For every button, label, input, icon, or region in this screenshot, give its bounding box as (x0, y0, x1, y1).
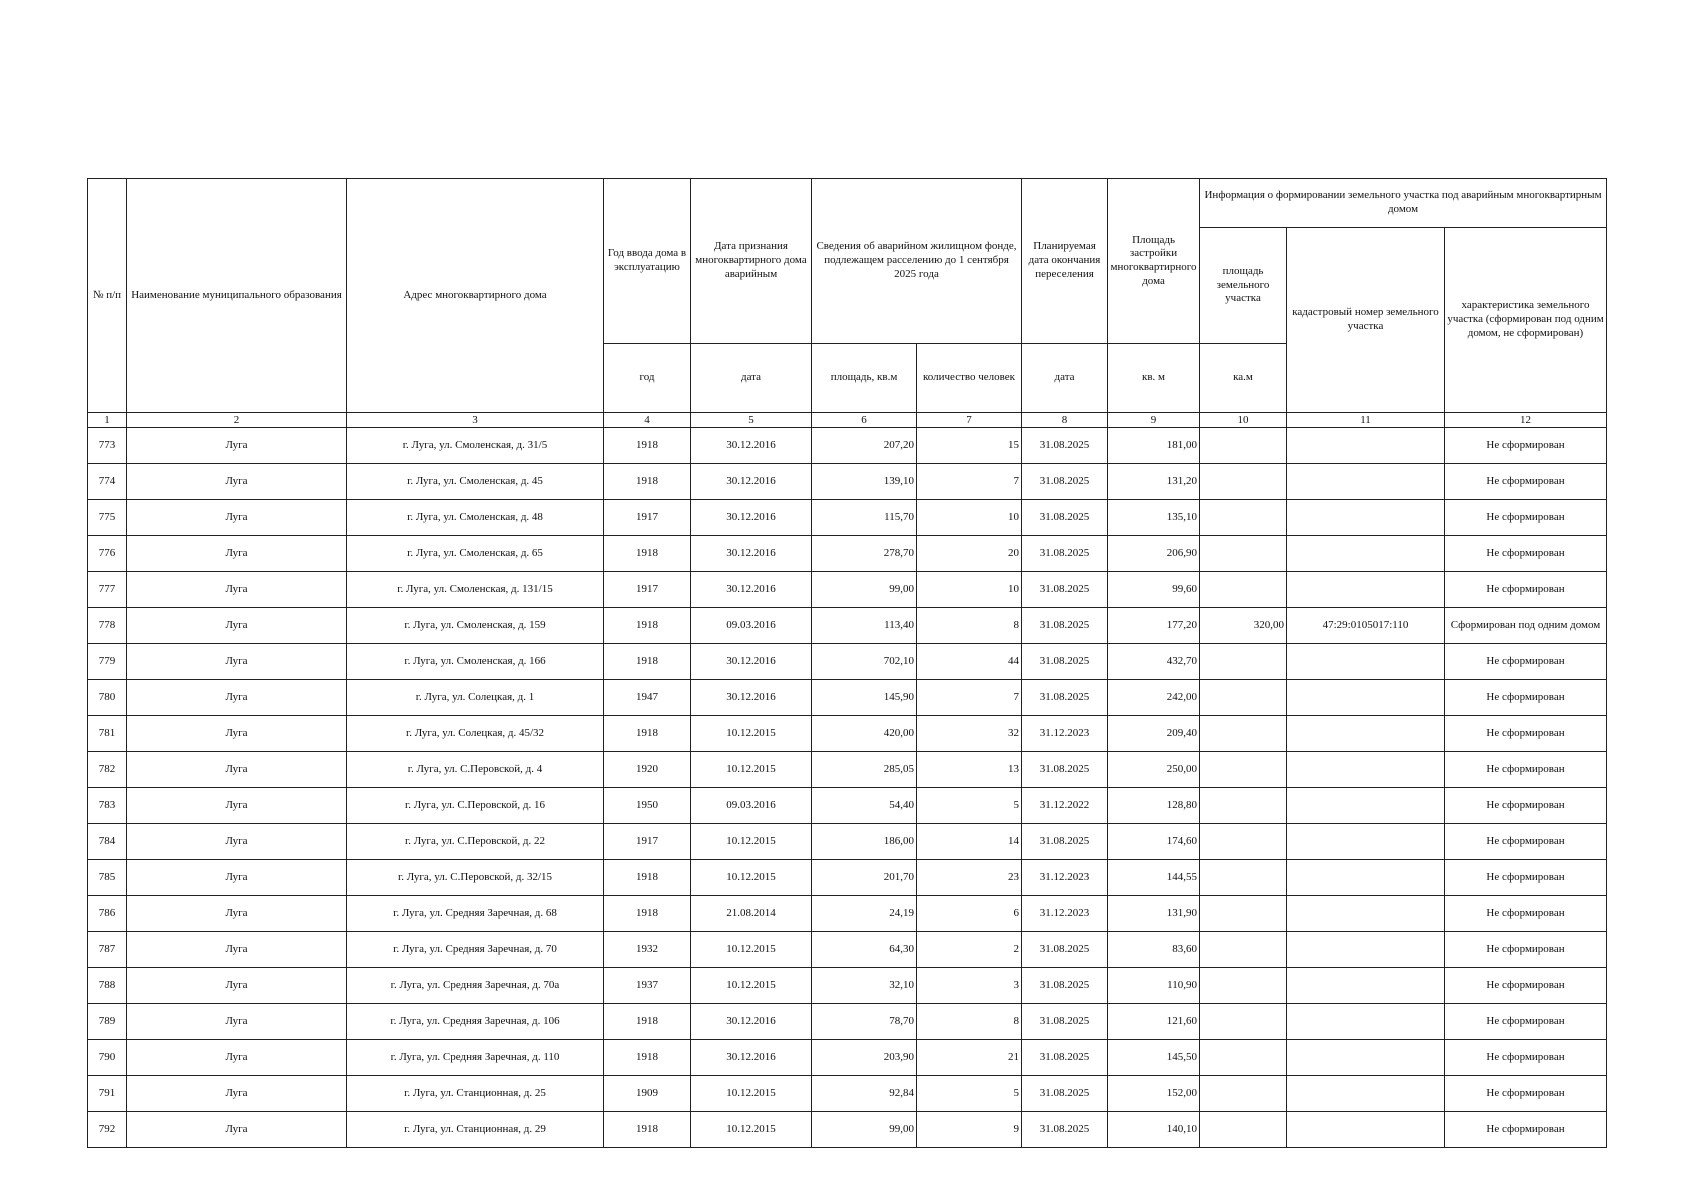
cell-address: г. Луга, ул. С.Перовской, д. 32/15 (347, 860, 604, 896)
column-number: 8 (1022, 413, 1108, 428)
cell-people: 20 (917, 536, 1022, 572)
cell-planned-date: 31.08.2025 (1022, 1040, 1108, 1076)
cell-cadastral-number (1287, 1004, 1445, 1040)
cell-area: 285,05 (812, 752, 917, 788)
cell-cadastral-number (1287, 752, 1445, 788)
cell-municipality: Луга (127, 968, 347, 1004)
cell-number: 790 (88, 1040, 127, 1076)
cell-area: 139,10 (812, 464, 917, 500)
cell-number: 787 (88, 932, 127, 968)
cell-emergency-date: 30.12.2016 (691, 572, 812, 608)
cell-year-built: 1950 (604, 788, 691, 824)
cell-people: 13 (917, 752, 1022, 788)
table-row (88, 824, 1607, 860)
cell-planned-date: 31.08.2025 (1022, 428, 1108, 464)
emergency-housing-table (87, 178, 1607, 1148)
cell-cadastral-number (1287, 788, 1445, 824)
column-number-row (88, 413, 1607, 428)
cell-land-area (1200, 788, 1287, 824)
cell-address: г. Луга, ул. Смоленская, д. 159 (347, 608, 604, 644)
cell-municipality: Луга (127, 500, 347, 536)
cell-planned-date: 31.08.2025 (1022, 680, 1108, 716)
cell-planned-date: 31.08.2025 (1022, 644, 1108, 680)
cell-municipality: Луга (127, 644, 347, 680)
cell-people: 44 (917, 644, 1022, 680)
table-row (88, 752, 1607, 788)
cell-year-built: 1932 (604, 932, 691, 968)
column-number: 5 (691, 413, 812, 428)
cell-municipality: Луга (127, 1076, 347, 1112)
header-municipality: Наименование муниципального образования (127, 179, 347, 413)
cell-number: 776 (88, 536, 127, 572)
cell-land-area (1200, 752, 1287, 788)
cell-municipality: Луга (127, 1112, 347, 1148)
cell-land-area (1200, 896, 1287, 932)
cell-cadastral-number (1287, 896, 1445, 932)
cell-land-area (1200, 968, 1287, 1004)
cell-land-status: Не сформирован (1445, 464, 1607, 500)
cell-emergency-date: 30.12.2016 (691, 500, 812, 536)
cell-building-area: 135,10 (1108, 500, 1200, 536)
cell-building-area: 242,00 (1108, 680, 1200, 716)
column-number: 1 (88, 413, 127, 428)
cell-cadastral-number (1287, 536, 1445, 572)
cell-cadastral-number (1287, 428, 1445, 464)
cell-planned-date: 31.08.2025 (1022, 500, 1108, 536)
cell-building-area: 131,20 (1108, 464, 1200, 500)
cell-area: 186,00 (812, 824, 917, 860)
column-number: 2 (127, 413, 347, 428)
column-number: 3 (347, 413, 604, 428)
cell-land-area (1200, 464, 1287, 500)
cell-year-built: 1918 (604, 428, 691, 464)
cell-number: 777 (88, 572, 127, 608)
table-row (88, 572, 1607, 608)
cell-building-area: 131,90 (1108, 896, 1200, 932)
column-number: 4 (604, 413, 691, 428)
cell-cadastral-number (1287, 1040, 1445, 1076)
cell-cadastral-number (1287, 932, 1445, 968)
cell-area: 115,70 (812, 500, 917, 536)
header-cadastral-number: кадастровый номер земельного участка (1287, 228, 1445, 413)
cell-building-area: 250,00 (1108, 752, 1200, 788)
cell-area: 24,19 (812, 896, 917, 932)
cell-land-status: Не сформирован (1445, 572, 1607, 608)
cell-year-built: 1920 (604, 752, 691, 788)
cell-planned-date: 31.08.2025 (1022, 968, 1108, 1004)
cell-municipality: Луга (127, 608, 347, 644)
cell-cadastral-number (1287, 1112, 1445, 1148)
cell-emergency-date: 09.03.2016 (691, 788, 812, 824)
cell-area: 32,10 (812, 968, 917, 1004)
cell-municipality: Луга (127, 932, 347, 968)
cell-cadastral-number (1287, 644, 1445, 680)
cell-building-area: 110,90 (1108, 968, 1200, 1004)
cell-area: 113,40 (812, 608, 917, 644)
cell-address: г. Луга, ул. Средняя Заречная, д. 68 (347, 896, 604, 932)
cell-address: г. Луга, ул. Смоленская, д. 131/15 (347, 572, 604, 608)
cell-planned-date: 31.08.2025 (1022, 1076, 1108, 1112)
cell-people: 9 (917, 1112, 1022, 1148)
cell-area: 54,40 (812, 788, 917, 824)
cell-municipality: Луга (127, 572, 347, 608)
cell-land-status: Не сформирован (1445, 1040, 1607, 1076)
cell-municipality: Луга (127, 680, 347, 716)
header-building-area: Площадь застройки многоквартирного дома (1108, 179, 1200, 344)
cell-number: 783 (88, 788, 127, 824)
cell-area: 278,70 (812, 536, 917, 572)
cell-year-built: 1937 (604, 968, 691, 1004)
cell-planned-date: 31.08.2025 (1022, 464, 1108, 500)
cell-area: 702,10 (812, 644, 917, 680)
cell-planned-date: 31.08.2025 (1022, 536, 1108, 572)
header-number: № п/п (88, 179, 127, 413)
cell-cadastral-number (1287, 680, 1445, 716)
cell-area: 420,00 (812, 716, 917, 752)
cell-building-area: 121,60 (1108, 1004, 1200, 1040)
cell-municipality: Луга (127, 896, 347, 932)
cell-cadastral-number (1287, 824, 1445, 860)
table-row (88, 428, 1607, 464)
cell-land-status: Не сформирован (1445, 896, 1607, 932)
cell-address: г. Луга, ул. Средняя Заречная, д. 110 (347, 1040, 604, 1076)
cell-year-built: 1918 (604, 860, 691, 896)
table-row (88, 788, 1607, 824)
cell-number: 774 (88, 464, 127, 500)
unit-land-area: ка.м (1200, 344, 1287, 413)
cell-emergency-date: 30.12.2016 (691, 1040, 812, 1076)
table-row (88, 932, 1607, 968)
column-number: 10 (1200, 413, 1287, 428)
cell-land-area (1200, 932, 1287, 968)
cell-area: 78,70 (812, 1004, 917, 1040)
cell-building-area: 140,10 (1108, 1112, 1200, 1148)
table-row (88, 716, 1607, 752)
cell-people: 3 (917, 968, 1022, 1004)
unit-sq-m: кв. м (1108, 344, 1200, 413)
column-number: 9 (1108, 413, 1200, 428)
table-row (88, 536, 1607, 572)
cell-address: г. Луга, ул. С.Перовской, д. 16 (347, 788, 604, 824)
cell-land-area (1200, 644, 1287, 680)
cell-land-area: 320,00 (1200, 608, 1287, 644)
cell-number: 780 (88, 680, 127, 716)
column-number: 6 (812, 413, 917, 428)
cell-land-area (1200, 1112, 1287, 1148)
cell-municipality: Луга (127, 824, 347, 860)
cell-cadastral-number (1287, 464, 1445, 500)
cell-land-status: Не сформирован (1445, 752, 1607, 788)
cell-year-built: 1918 (604, 716, 691, 752)
table-row (88, 1112, 1607, 1148)
cell-planned-date: 31.08.2025 (1022, 572, 1108, 608)
cell-number: 792 (88, 1112, 127, 1148)
cell-address: г. Луга, ул. С.Перовской, д. 22 (347, 824, 604, 860)
cell-year-built: 1918 (604, 896, 691, 932)
cell-number: 782 (88, 752, 127, 788)
header-planned-resettlement-date: Планируемая дата окончания переселения (1022, 179, 1108, 344)
cell-land-status: Не сформирован (1445, 788, 1607, 824)
cell-emergency-date: 30.12.2016 (691, 680, 812, 716)
cell-land-status: Не сформирован (1445, 932, 1607, 968)
column-number: 11 (1287, 413, 1445, 428)
cell-address: г. Луга, ул. Средняя Заречная, д. 70а (347, 968, 604, 1004)
cell-address: г. Луга, ул. Солецкая, д. 1 (347, 680, 604, 716)
cell-number: 784 (88, 824, 127, 860)
cell-emergency-date: 10.12.2015 (691, 1076, 812, 1112)
cell-building-area: 152,00 (1108, 1076, 1200, 1112)
cell-building-area: 99,60 (1108, 572, 1200, 608)
cell-emergency-date: 30.12.2016 (691, 644, 812, 680)
cell-planned-date: 31.08.2025 (1022, 1004, 1108, 1040)
cell-municipality: Луга (127, 536, 347, 572)
cell-emergency-date: 10.12.2015 (691, 1112, 812, 1148)
cell-land-area (1200, 860, 1287, 896)
header-address: Адрес многоквартирного дома (347, 179, 604, 413)
cell-year-built: 1918 (604, 1112, 691, 1148)
cell-people: 5 (917, 788, 1022, 824)
table-header (88, 179, 1607, 428)
cell-address: г. Луга, ул. Смоленская, д. 166 (347, 644, 604, 680)
cell-land-status: Не сформирован (1445, 536, 1607, 572)
cell-building-area: 174,60 (1108, 824, 1200, 860)
cell-municipality: Луга (127, 464, 347, 500)
cell-land-status: Не сформирован (1445, 1112, 1607, 1148)
header-emergency-date: Дата признания многоквартирного дома аварийным (691, 179, 812, 344)
unit-year: год (604, 344, 691, 413)
header-land-plot-status: характеристика земельного участка (сформирован под одним домом, не сформирован) (1445, 228, 1607, 413)
cell-number: 778 (88, 608, 127, 644)
cell-cadastral-number (1287, 572, 1445, 608)
cell-people: 5 (917, 1076, 1022, 1112)
cell-number: 773 (88, 428, 127, 464)
cell-year-built: 1918 (604, 608, 691, 644)
cell-planned-date: 31.12.2023 (1022, 860, 1108, 896)
cell-land-area (1200, 1004, 1287, 1040)
cell-municipality: Луга (127, 428, 347, 464)
cell-address: г. Луга, ул. Средняя Заречная, д. 70 (347, 932, 604, 968)
cell-land-area (1200, 1040, 1287, 1076)
cell-address: г. Луга, ул. Смоленская, д. 48 (347, 500, 604, 536)
cell-area: 207,20 (812, 428, 917, 464)
cell-land-status: Не сформирован (1445, 428, 1607, 464)
cell-land-area (1200, 1076, 1287, 1112)
cell-planned-date: 31.08.2025 (1022, 1112, 1108, 1148)
header-emergency-fund-info: Сведения об аварийном жилищном фонде, подлежащем расселению до 1 сентября 2025 года (812, 179, 1022, 344)
cell-planned-date: 31.12.2022 (1022, 788, 1108, 824)
cell-planned-date: 31.12.2023 (1022, 716, 1108, 752)
cell-address: г. Луга, ул. С.Перовской, д. 4 (347, 752, 604, 788)
cell-building-area: 209,40 (1108, 716, 1200, 752)
cell-area: 64,30 (812, 932, 917, 968)
cell-people: 2 (917, 932, 1022, 968)
cell-emergency-date: 30.12.2016 (691, 1004, 812, 1040)
cell-area: 203,90 (812, 1040, 917, 1076)
cell-cadastral-number (1287, 500, 1445, 536)
cell-cadastral-number (1287, 1076, 1445, 1112)
cell-area: 99,00 (812, 1112, 917, 1148)
cell-land-status: Не сформирован (1445, 968, 1607, 1004)
cell-land-status: Не сформирован (1445, 500, 1607, 536)
cell-municipality: Луга (127, 860, 347, 896)
cell-land-status: Сформирован под одним домом (1445, 608, 1607, 644)
unit-planned-date: дата (1022, 344, 1108, 413)
header-year-built: Год ввода дома в эксплуатацию (604, 179, 691, 344)
cell-emergency-date: 10.12.2015 (691, 716, 812, 752)
cell-emergency-date: 30.12.2016 (691, 536, 812, 572)
cell-land-status: Не сформирован (1445, 824, 1607, 860)
cell-planned-date: 31.08.2025 (1022, 932, 1108, 968)
cell-building-area: 144,55 (1108, 860, 1200, 896)
cell-building-area: 145,50 (1108, 1040, 1200, 1076)
cell-number: 786 (88, 896, 127, 932)
cell-year-built: 1917 (604, 824, 691, 860)
cell-area: 99,00 (812, 572, 917, 608)
cell-planned-date: 31.08.2025 (1022, 608, 1108, 644)
cell-people: 10 (917, 572, 1022, 608)
cell-land-area (1200, 428, 1287, 464)
table-row (88, 644, 1607, 680)
header-land-plot-area: площадь земельного участка (1200, 228, 1287, 344)
cell-year-built: 1918 (604, 644, 691, 680)
cell-emergency-date: 30.12.2016 (691, 464, 812, 500)
document-sheet (87, 178, 1606, 1148)
cell-building-area: 181,00 (1108, 428, 1200, 464)
cell-land-status: Не сформирован (1445, 860, 1607, 896)
cell-people: 32 (917, 716, 1022, 752)
cell-number: 785 (88, 860, 127, 896)
cell-emergency-date: 09.03.2016 (691, 608, 812, 644)
cell-municipality: Луга (127, 1040, 347, 1076)
cell-people: 8 (917, 608, 1022, 644)
cell-people: 7 (917, 680, 1022, 716)
cell-municipality: Луга (127, 716, 347, 752)
cell-emergency-date: 10.12.2015 (691, 752, 812, 788)
cell-address: г. Луга, ул. Смоленская, д. 65 (347, 536, 604, 572)
cell-year-built: 1918 (604, 536, 691, 572)
cell-emergency-date: 30.12.2016 (691, 428, 812, 464)
cell-people: 6 (917, 896, 1022, 932)
cell-number: 781 (88, 716, 127, 752)
cell-people: 10 (917, 500, 1022, 536)
cell-people: 14 (917, 824, 1022, 860)
cell-land-area (1200, 572, 1287, 608)
cell-number: 779 (88, 644, 127, 680)
table-row (88, 500, 1607, 536)
cell-year-built: 1918 (604, 1040, 691, 1076)
cell-emergency-date: 21.08.2014 (691, 896, 812, 932)
cell-planned-date: 31.08.2025 (1022, 824, 1108, 860)
cell-emergency-date: 10.12.2015 (691, 860, 812, 896)
cell-land-status: Не сформирован (1445, 644, 1607, 680)
cell-emergency-date: 10.12.2015 (691, 932, 812, 968)
cell-land-area (1200, 500, 1287, 536)
cell-emergency-date: 10.12.2015 (691, 968, 812, 1004)
cell-planned-date: 31.08.2025 (1022, 752, 1108, 788)
cell-address: г. Луга, ул. Станционная, д. 29 (347, 1112, 604, 1148)
table-row (88, 1004, 1607, 1040)
cell-year-built: 1917 (604, 500, 691, 536)
cell-land-area (1200, 536, 1287, 572)
table-body (88, 428, 1607, 1148)
cell-address: г. Луга, ул. Смоленская, д. 45 (347, 464, 604, 500)
cell-building-area: 432,70 (1108, 644, 1200, 680)
cell-cadastral-number (1287, 968, 1445, 1004)
cell-building-area: 83,60 (1108, 932, 1200, 968)
header-row-1 (88, 179, 1607, 228)
table-row (88, 464, 1607, 500)
cell-address: г. Луга, ул. Солецкая, д. 45/32 (347, 716, 604, 752)
cell-cadastral-number: 47:29:0105017:110 (1287, 608, 1445, 644)
cell-building-area: 206,90 (1108, 536, 1200, 572)
cell-land-status: Не сформирован (1445, 716, 1607, 752)
cell-people: 7 (917, 464, 1022, 500)
table-row (88, 1040, 1607, 1076)
table-row (88, 896, 1607, 932)
cell-number: 791 (88, 1076, 127, 1112)
column-number: 7 (917, 413, 1022, 428)
cell-land-area (1200, 716, 1287, 752)
cell-planned-date: 31.12.2023 (1022, 896, 1108, 932)
cell-area: 92,84 (812, 1076, 917, 1112)
cell-municipality: Луга (127, 1004, 347, 1040)
cell-land-status: Не сформирован (1445, 680, 1607, 716)
unit-area: площадь, кв.м (812, 344, 917, 413)
table-row (88, 680, 1607, 716)
cell-year-built: 1947 (604, 680, 691, 716)
unit-people: количество человек (917, 344, 1022, 413)
cell-area: 145,90 (812, 680, 917, 716)
cell-address: г. Луга, ул. Смоленская, д. 31/5 (347, 428, 604, 464)
cell-municipality: Луга (127, 752, 347, 788)
cell-area: 201,70 (812, 860, 917, 896)
cell-year-built: 1917 (604, 572, 691, 608)
cell-year-built: 1918 (604, 1004, 691, 1040)
column-number: 12 (1445, 413, 1607, 428)
cell-cadastral-number (1287, 716, 1445, 752)
cell-number: 788 (88, 968, 127, 1004)
cell-people: 23 (917, 860, 1022, 896)
cell-year-built: 1909 (604, 1076, 691, 1112)
cell-land-area (1200, 680, 1287, 716)
cell-building-area: 177,20 (1108, 608, 1200, 644)
cell-land-status: Не сформирован (1445, 1076, 1607, 1112)
table-row (88, 608, 1607, 644)
cell-land-area (1200, 824, 1287, 860)
table-row (88, 860, 1607, 896)
cell-land-status: Не сформирован (1445, 1004, 1607, 1040)
cell-people: 8 (917, 1004, 1022, 1040)
cell-people: 21 (917, 1040, 1022, 1076)
header-land-plot-info: Информация о формировании земельного участка под аварийным многоквартирным домом (1200, 179, 1607, 228)
cell-municipality: Луга (127, 788, 347, 824)
cell-emergency-date: 10.12.2015 (691, 824, 812, 860)
table-row (88, 1076, 1607, 1112)
cell-number: 789 (88, 1004, 127, 1040)
cell-address: г. Луга, ул. Станционная, д. 25 (347, 1076, 604, 1112)
cell-number: 775 (88, 500, 127, 536)
unit-date: дата (691, 344, 812, 413)
cell-address: г. Луга, ул. Средняя Заречная, д. 106 (347, 1004, 604, 1040)
cell-cadastral-number (1287, 860, 1445, 896)
cell-year-built: 1918 (604, 464, 691, 500)
cell-people: 15 (917, 428, 1022, 464)
cell-building-area: 128,80 (1108, 788, 1200, 824)
table-row (88, 968, 1607, 1004)
